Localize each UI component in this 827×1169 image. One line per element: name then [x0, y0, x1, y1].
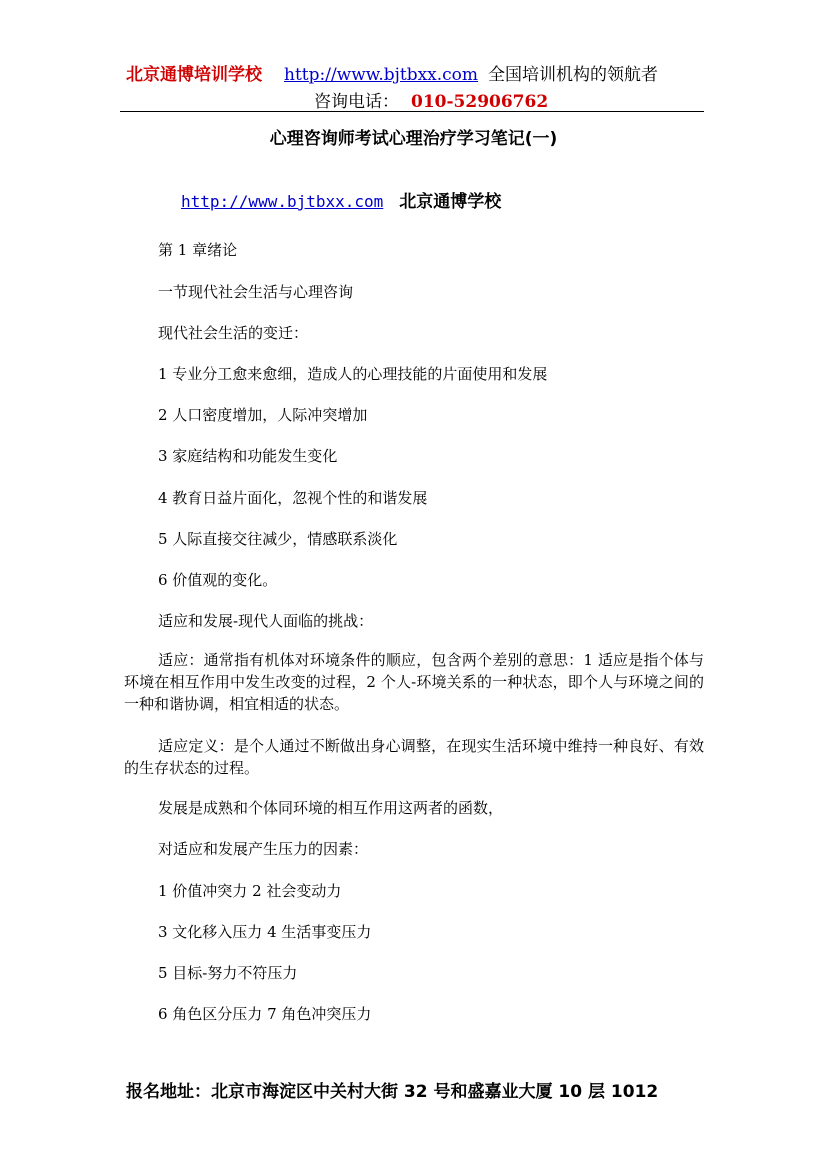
text-line: 适应和发展-现代人面临的挑战：: [158, 612, 374, 630]
document-title: 心理咨询师考试心理治疗学习笔记(一): [269, 129, 558, 149]
header-divider: [120, 111, 704, 112]
list-item: 4 教育日益片面化，忽视个性的和谐发展: [158, 489, 428, 507]
list-item: 6 角色区分压力 7 角色冲突压力: [158, 1005, 372, 1023]
list-item: 5 目标-努力不符压力: [158, 964, 298, 982]
text-line: 现代社会生活的变迁：: [158, 324, 309, 342]
header-school-name: 北京通博培训学校: [126, 65, 262, 85]
list-item: 3 家庭结构和功能发生变化: [158, 447, 338, 465]
section-heading: 一节现代社会生活与心理咨询: [158, 283, 354, 301]
page-header: [126, 60, 658, 85]
chapter-heading: 第 1 章绪论: [158, 241, 238, 259]
header-slogan: 全国培训机构的领航者: [488, 65, 659, 85]
header-website-link[interactable]: http://www.bjtbxx.com: [284, 65, 479, 85]
source-school-name: 北京通博学校: [399, 192, 502, 212]
list-item: 1 价值冲突力 2 社会变动力: [158, 882, 342, 900]
adaptation-paragraph: 适应：通常指有机体对环境条件的顺应，包含两个差别的意思：1 适应是指个体与环境在相互作用中发生改变的过程，2 个人-环境关系的一种状态，即个人与环境之间的一种和谐协调，相宜相适的状态。: [124, 651, 704, 713]
list-item: 5 人际直接交往减少，情感联系淡化: [158, 530, 398, 548]
text-line: 对适应和发展产生压力的因素：: [158, 840, 369, 858]
definition-paragraph: 适应定义：是个人通过不断做出身心调整，在现实生活环境中维持一种良好、有效的生存状态的过程。: [124, 737, 704, 777]
source-line: [181, 187, 501, 212]
phone-number: 010-52906762: [411, 92, 549, 112]
list-item: 6 价值观的变化。: [158, 571, 278, 589]
list-item: 3 文化移入压力 4 生活事变压力: [158, 923, 372, 941]
phone-label: 咨询电话：: [314, 92, 399, 112]
text-line: 发展是成熟和个体同环境的相互作用这两者的函数，: [158, 799, 504, 817]
list-item: 1 专业分工愈来愈细，造成人的心理技能的片面使用和发展: [158, 365, 548, 383]
footer-address: 报名地址：北京市海淀区中关村大街 32 号和盛嘉业大厦 10 层 1012: [126, 1082, 659, 1102]
list-item: 2 人口密度增加，人际冲突增加: [158, 406, 368, 424]
source-website-link[interactable]: http://www.bjtbxx.com: [181, 192, 384, 211]
header-phone: [314, 87, 548, 112]
